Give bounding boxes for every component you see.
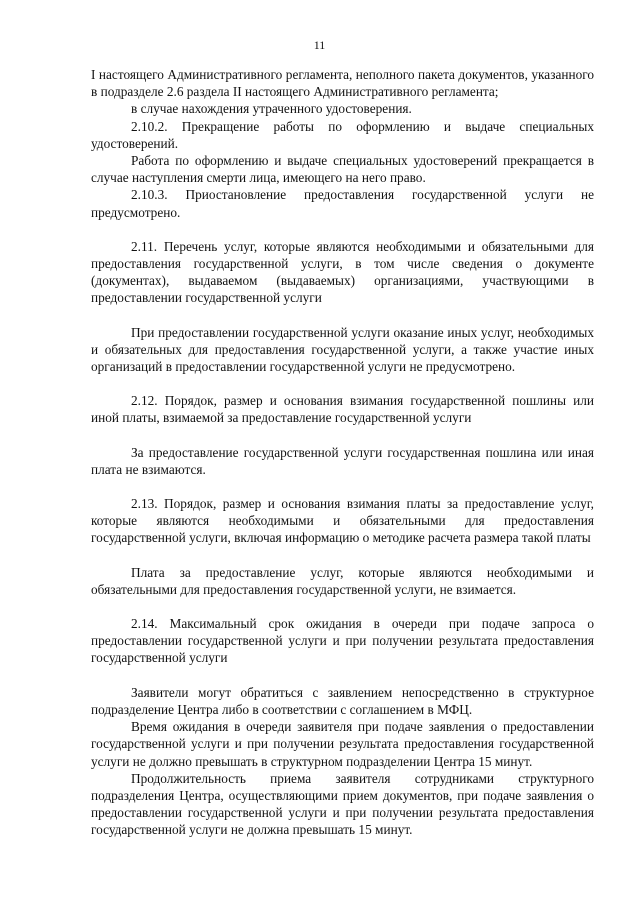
- document-body: [91, 66, 594, 839]
- paragraph-continuation: I настоящего Административного регламента, неполного пакета документов, указанного в подразделе 2.6 раздела II настоящего Административного регламента;: [91, 67, 594, 100]
- heading-2-12: 2.12. Порядок, размер и основания взимания государственной пошлины или иной платы, взимаемой за предоставление государственной услуги: [91, 393, 594, 426]
- paragraph-reception-time: Продолжительность приема заявителя сотрудниками структурного подразделения Центра, осуществляющими прием документов, при подаче заявления о предоставлении государственной услуги и при получении результата предоставления государственной услуги не должна превышать 15 минут.: [91, 770, 594, 838]
- paragraph-termination: Работа по оформлению и выдаче специальных удостоверений прекращается в случае наступления смерти лица, имеющего на него право.: [91, 153, 594, 186]
- paragraph-2-10-2: 2.10.2. Прекращение работы по оформлению и выдаче специальных удостоверений.: [91, 118, 594, 151]
- heading-2-11: 2.11. Перечень услуг, которые являются необходимыми и обязательными для предоставления государственной услуги, в том числе сведения о документе (документах), выдаваемом (выдаваемых) организациями, участвующими в предоставлении государственной услуги: [91, 238, 594, 306]
- page-number: 11: [313, 38, 326, 52]
- heading-2-13: 2.13. Порядок, размер и основания взимания платы за предоставление услуг, которые являются необходимыми и обязательными для предоставления государственной услуги, включая информацию о методике расчета размера такой платы: [91, 496, 594, 546]
- paragraph-2-10-3: 2.10.3. Приостановление предоставления государственной услуги не предусмотрено.: [91, 187, 594, 220]
- paragraph-other-services: При предоставлении государственной услуги оказание иных услуг, необходимых и обязательных для предоставления государственной услуги, а также участие иных организаций в предоставлении государственной услуги не предусмотрено.: [91, 324, 594, 375]
- heading-2-14: 2.14. Максимальный срок ожидания в очереди при подаче запроса о предоставлении государственной услуги и при получении результата предоставления государственной услуги: [91, 616, 594, 666]
- paragraph-applicants: Заявители могут обратиться с заявлением непосредственно в структурное подразделение Центра либо в соответствии с соглашением в МФЦ.: [91, 684, 594, 717]
- paragraph-no-charge: Плата за предоставление услуг, которые являются необходимыми и обязательными для предоставления государственной услуги, не взимается.: [91, 564, 594, 597]
- paragraph-no-fee: За предоставление государственной услуги государственная пошлина или иная плата не взимаются.: [91, 444, 594, 477]
- paragraph-queue-time: Время ожидания в очереди заявителя при подаче заявления о предоставлении государственной услуги и при получении результата предоставления государственной услуги не должно превышать в структурном подразделении Центра 15 минут.: [91, 719, 594, 769]
- paragraph-lost-certificate: в случае нахождения утраченного удостоверения.: [131, 101, 412, 117]
